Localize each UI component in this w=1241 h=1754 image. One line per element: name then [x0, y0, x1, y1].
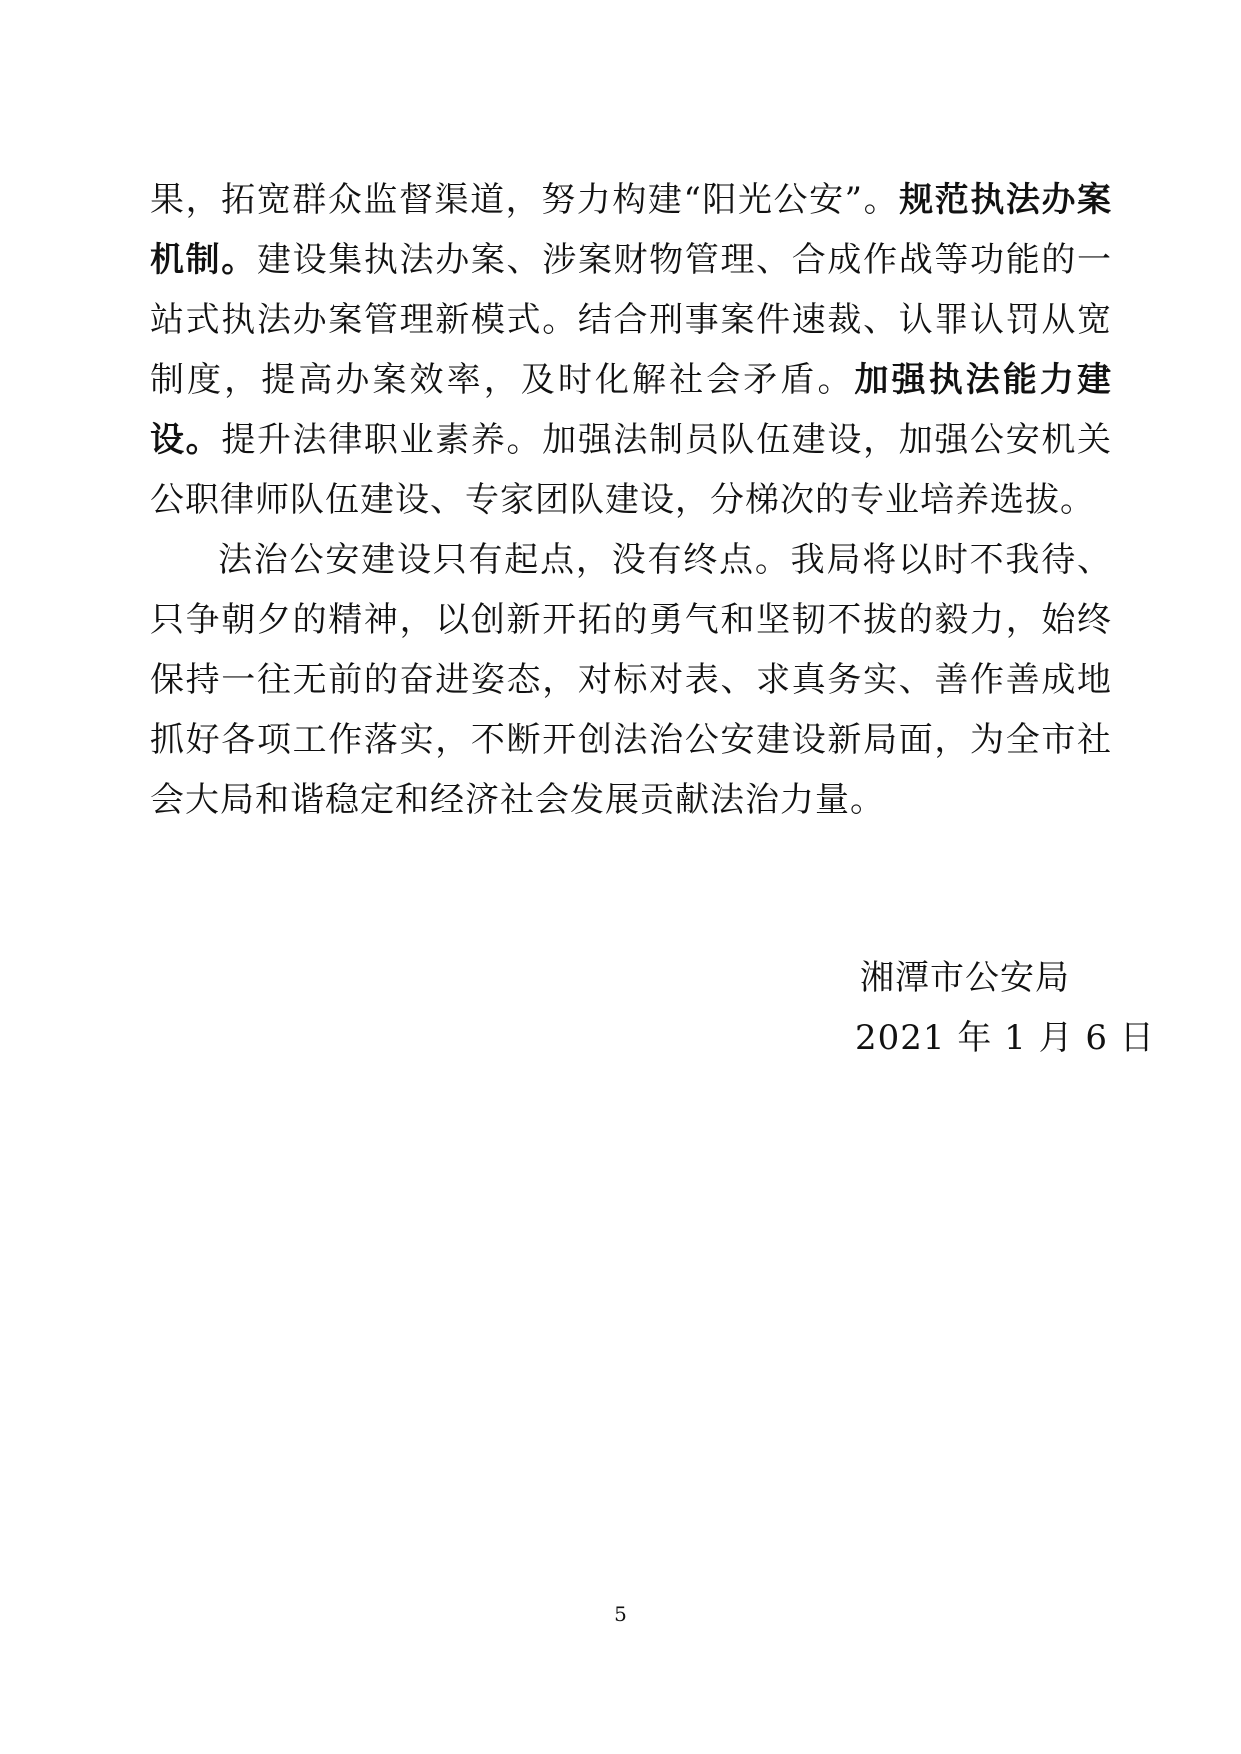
signature: 湘潭市公安局 [860, 958, 1070, 998]
paragraph-1-heading-1: 规范执法办案机制。 [150, 180, 1113, 280]
paragraph-1-text-2: 建设集执法办案、涉案财物管理、合成作战等功能的一站式执法办案管理新模式。结合刑事案件速裁、认罪认罚从宽制度，提高办案效率，及时化解社会矛盾。 [150, 240, 1113, 400]
paragraph-1-text-3: 提升法律职业素养。加强法制员队伍建设，加强公安机关公职律师队伍建设、专家团队建设，分梯次的专业培养选拔。 [150, 420, 1113, 520]
paragraph-1 [150, 170, 1112, 530]
paragraph-1-text-1: 果，拓宽群众监督渠道，努力构建“阳光公安”。 [150, 180, 900, 220]
document-body [150, 170, 1112, 830]
paragraph-2: 法治公安建设只有起点，没有终点。我局将以时不我待、只争朝夕的精神，以创新开拓的勇气和坚韧不拔的毅力，始终保持一往无前的奋进姿态，对标对表、求真务实、善作善成地抓好各项工作落实，不断开创法治公安建设新局面，为全市社会大局和谐稳定和经济社会发展贡献法治力量。 [150, 540, 1112, 820]
page-number: 5 [614, 1602, 627, 1626]
date: 2021 年 1 月 6 日 [855, 1018, 1155, 1058]
paragraph-1-heading-2: 加强执法能力建设。 [150, 360, 1113, 460]
